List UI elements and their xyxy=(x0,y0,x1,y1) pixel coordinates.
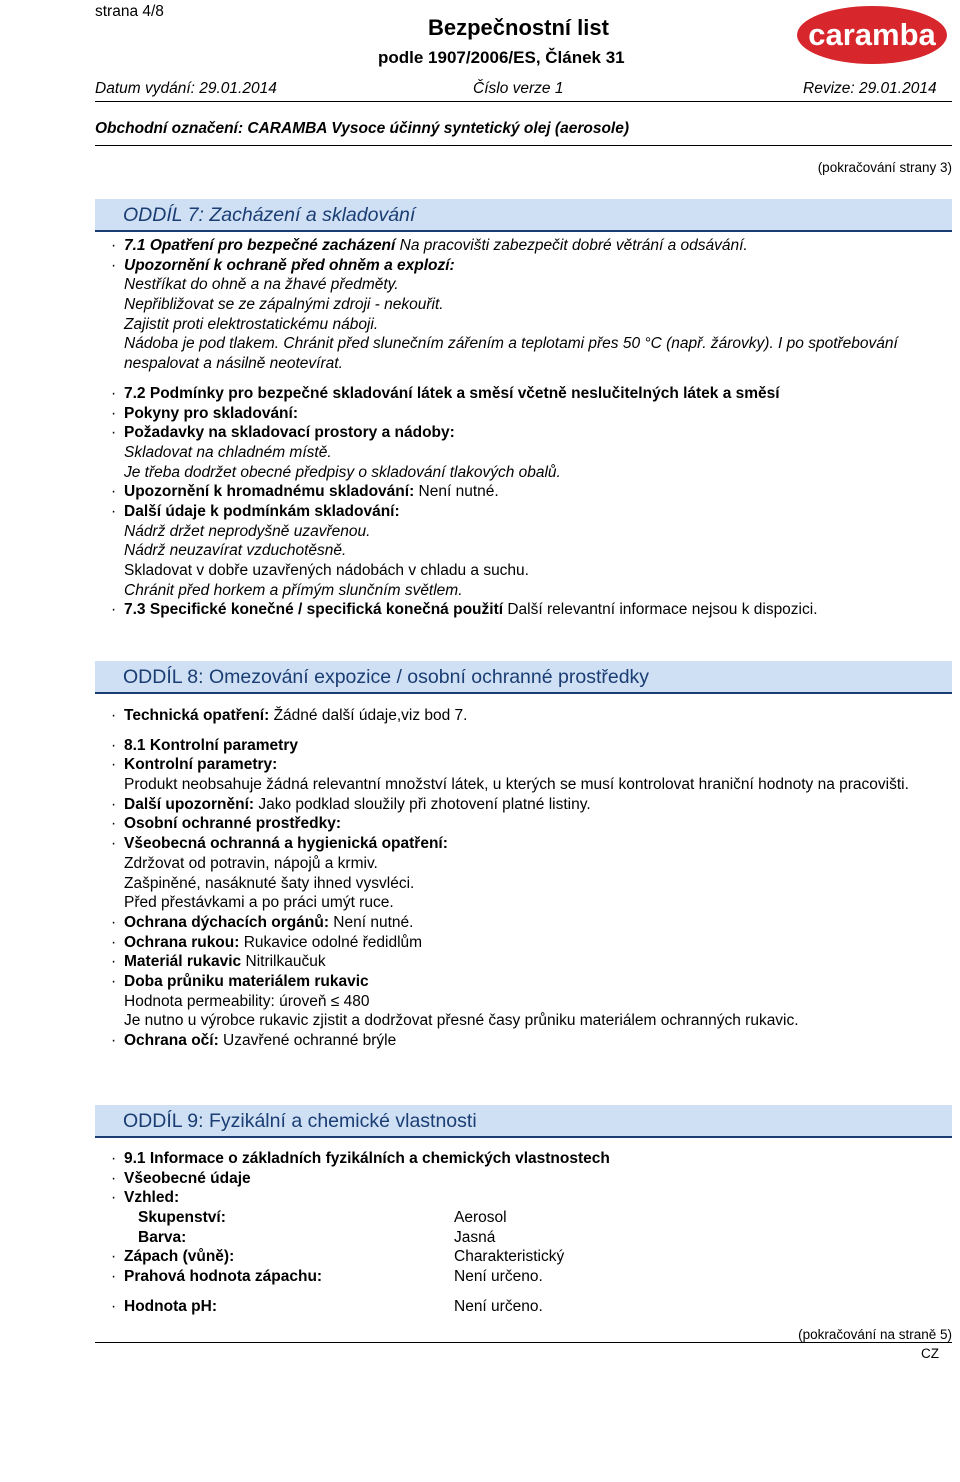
hygiene-line: Před přestávkami a po práci umýt ruce. xyxy=(124,894,394,912)
fire-label: Upozornění k ochraně před ohněm a explozí: xyxy=(124,256,455,274)
appearance-label: Vzhled: xyxy=(124,1189,180,1207)
continued-from: (pokračování strany 3) xyxy=(817,160,952,175)
trade-name-rule xyxy=(95,145,952,146)
item-bulk: · Upozornění k hromadnému skladování: Není nutné. xyxy=(111,483,499,501)
tech-value: Žádné další údaje,viz bod 7. xyxy=(269,707,468,724)
requirements-label: Požadavky na skladovací prostory a nádoby: xyxy=(124,424,455,442)
section-9-title: ODDÍL 9: Fyzikální a chemické vlastnosti xyxy=(123,1110,477,1132)
item-tech: · Technická opatření: Žádné další údaje,viz bod 7. xyxy=(111,707,468,724)
logo-text: caramba xyxy=(808,17,936,52)
color-value: Jasná xyxy=(454,1228,496,1246)
hygiene-line: Zašpiněné, nasáknuté šaty ihned vysvléci. xyxy=(124,874,415,892)
item-hygiene: · Všeobecná ochranná a hygienická opatření: xyxy=(111,834,960,854)
resp-value: Není nutné. xyxy=(329,913,414,931)
item-further: · Další údaje k podmínkám skladování: xyxy=(111,502,960,522)
section-9-body xyxy=(111,1149,960,1317)
item-general: · Všeobecné údaje xyxy=(111,1169,960,1189)
text-7-3: Další relevantní informace nejsou k dispozici. xyxy=(503,601,818,619)
label-7-3: 7.3 Specifické konečné / specifická konečná použití xyxy=(124,601,504,619)
continued-to: (pokračování na straně 5) xyxy=(798,1327,952,1342)
item-9-1: · 9.1 Informace o základních fyzikálních a chemických vlastnostech xyxy=(111,1149,960,1169)
section-8-title: ODDÍL 8: Omezování expozice / osobní ochranné prostředky xyxy=(123,666,650,688)
label-9-1: 9.1 Informace o základních fyzikálních a chemických vlastnostech xyxy=(124,1150,610,1167)
document-subtitle: podle 1907/2006/ES, Článek 31 xyxy=(378,48,625,67)
control-label: Kontrolní parametry: xyxy=(124,756,278,774)
fire-line: Nestříkat do ohně a na žhavé předměty. xyxy=(124,276,399,294)
item-8-1: · 8.1 Kontrolní parametry xyxy=(111,736,960,756)
label-7-2: 7.2 Podmínky pro bezpečné skladování látek a směsí včetně neslučitelných látek a směsí xyxy=(124,384,780,402)
item-glove-material: · Materiál rukavic Nitrilkaučuk xyxy=(111,953,326,971)
odor-label: Zápach (vůně): xyxy=(124,1248,235,1266)
state-label: Skupenství: xyxy=(138,1209,226,1227)
odor-threshold-label: Prahová hodnota zápachu: xyxy=(124,1268,323,1286)
document-title: Bezpečnostní list xyxy=(428,15,609,40)
section-9-header xyxy=(95,1105,952,1138)
page-number: strana 4/8 xyxy=(95,3,164,20)
row-odor-threshold: · Prahová hodnota zápachu: Není určeno. xyxy=(111,1268,543,1286)
section-7-body xyxy=(111,236,960,620)
hand-value: Rukavice odolné ředidlům xyxy=(239,933,423,951)
general-label: Všeobecné údaje xyxy=(124,1169,251,1187)
breakthrough-line: Je nutno u výrobce rukavic zjistit a dodržovat přesné časy průniku materiálem ochranných rukavic. xyxy=(124,1012,799,1030)
row-state xyxy=(111,1208,960,1228)
bulk-label: Upozornění k hromadnému skladování: xyxy=(124,483,415,501)
row-ph: · Hodnota pH: Není určeno. xyxy=(111,1297,543,1315)
further-line: Nádrž držet neprodyšně uzavřenou. xyxy=(124,522,371,540)
item-breakthrough: · Doba průniku materiálem rukavic xyxy=(111,972,960,992)
requirements-line: Je třeba dodržet obecné předpisy o skladování tlakových obalů. xyxy=(124,463,561,481)
item-respiratory: · Ochrana dýchacích orgánů: Není nutné. xyxy=(111,913,414,931)
color-label: Barva: xyxy=(138,1228,187,1246)
fire-line: Zajistit proti elektrostatickému náboji. xyxy=(124,315,379,333)
item-hand: · Ochrana rukou: Rukavice odolné ředidlům xyxy=(111,933,423,951)
section-8-header xyxy=(95,661,952,694)
state-value: Aerosol xyxy=(454,1209,507,1227)
item-7-1: · 7.1 Opatření pro bezpečné zacházení Na pracovišti zabezpečit dobré větrání a odsávání. xyxy=(111,237,748,254)
further-note-value: Jako podklad sloužily při zhotovení platné listiny. xyxy=(254,795,591,813)
item-7-2: · 7.2 Podmínky pro bezpečné skladování látek a směsí včetně neslučitelných látek a směsí xyxy=(111,384,960,404)
odor-threshold-value: Není určeno. xyxy=(454,1268,543,1286)
control-text: Produkt neobsahuje žádná relevantní množství látek, u kterých se musí kontrolovat hraniční hodnoty na pracovišti. xyxy=(124,776,909,794)
breakthrough-line: Hodnota permeability: úroveň ≤ 480 xyxy=(124,992,370,1010)
further-note-label: Další upozornění: xyxy=(124,795,255,813)
resp-label: Ochrana dýchacích orgánů: xyxy=(124,913,329,931)
odor-value: Charakteristický xyxy=(454,1248,565,1266)
revision-date: Revize: 29.01.2014 xyxy=(803,80,937,97)
caramba-logo xyxy=(796,5,948,65)
eye-label: Ochrana očí: xyxy=(124,1032,219,1050)
item-eye: · Ochrana očí: Uzavřené ochranné brýle xyxy=(111,1032,397,1050)
eye-value: Uzavřené ochranné brýle xyxy=(218,1032,397,1050)
footer-rule xyxy=(95,1342,952,1343)
header-rule xyxy=(95,101,952,102)
requirements-line: Skladovat na chladném místě. xyxy=(124,443,332,461)
item-control: · Kontrolní parametry: xyxy=(111,755,960,775)
item-further-note: · Další upozornění: Jako podklad sloužily při zhotovení platné listiny. xyxy=(111,795,591,813)
glove-mat-value: Nitrilkaučuk xyxy=(241,953,326,971)
item-appearance: · Vzhled: xyxy=(111,1188,960,1208)
label-8-1: 8.1 Kontrolní parametry xyxy=(124,736,298,754)
further-line: Skladovat v dobře uzavřených nádobách v chladu a suchu. xyxy=(124,562,529,580)
item-requirements: · Požadavky na skladovací prostory a nádoby: xyxy=(111,423,960,443)
glove-mat-label: Materiál rukavic xyxy=(124,953,242,971)
language-code: CZ xyxy=(921,1346,939,1361)
hygiene-line: Zdržovat od potravin, nápojů a krmiv. xyxy=(124,854,378,872)
fire-line: Nádoba je pod tlakem. Chránit před slunečním zářením a teplotami přes 50 °C (např. žárovky). I po spotřebování nespalovat a násilně neotevírat. xyxy=(124,335,898,373)
ppe-label: Osobní ochranné prostředky: xyxy=(124,815,342,833)
text-7-1: Na pracovišti zabezpečit dobré větrání a odsávání. xyxy=(395,237,748,254)
ph-label: Hodnota pH: xyxy=(124,1297,217,1315)
row-color xyxy=(111,1228,960,1248)
item-storage: · Pokyny pro skladování: xyxy=(111,404,960,424)
further-line: Nádrž neuzavírat vzduchotěsně. xyxy=(124,542,347,560)
fire-line: Nepřibližovat se ze zápalnými zdroji - nekouřit. xyxy=(124,296,444,314)
bulk-value: Není nutné. xyxy=(414,483,499,501)
item-7-3: · 7.3 Specifické konečné / specifická konečná použití Další relevantní informace nejsou k dispozici. xyxy=(111,601,818,619)
trade-name: Obchodní označení: CARAMBA Vysoce účinný syntetický olej (aerosole) xyxy=(95,120,630,137)
hand-label: Ochrana rukou: xyxy=(124,933,240,951)
section-8-body xyxy=(111,706,960,1051)
item-fire: · Upozornění k ochraně před ohněm a explozí: xyxy=(111,256,960,276)
caramba-logo-graphic xyxy=(796,5,948,65)
section-7-header xyxy=(95,199,952,232)
issue-date: Datum vydání: 29.01.2014 xyxy=(95,80,277,97)
item-ppe: · Osobní ochranné prostředky: xyxy=(111,814,960,834)
storage-label: Pokyny pro skladování: xyxy=(124,404,298,422)
row-odor: · Zápach (vůně): Charakteristický xyxy=(111,1248,565,1266)
version-number: Číslo verze 1 xyxy=(473,80,564,97)
label-7-1: 7.1 Opatření pro bezpečné zacházení xyxy=(124,237,396,254)
hygiene-label: Všeobecná ochranná a hygienická opatření: xyxy=(124,835,448,853)
breakthrough-label: Doba průniku materiálem rukavic xyxy=(124,972,369,990)
further-label: Další údaje k podmínkám skladování: xyxy=(124,502,400,520)
ph-value: Není určeno. xyxy=(454,1297,543,1315)
further-line: Chránit před horkem a přímým slunčním světlem. xyxy=(124,581,463,599)
section-7-title: ODDÍL 7: Zacházení a skladování xyxy=(123,204,416,226)
tech-label: Technická opatření: xyxy=(124,707,270,724)
